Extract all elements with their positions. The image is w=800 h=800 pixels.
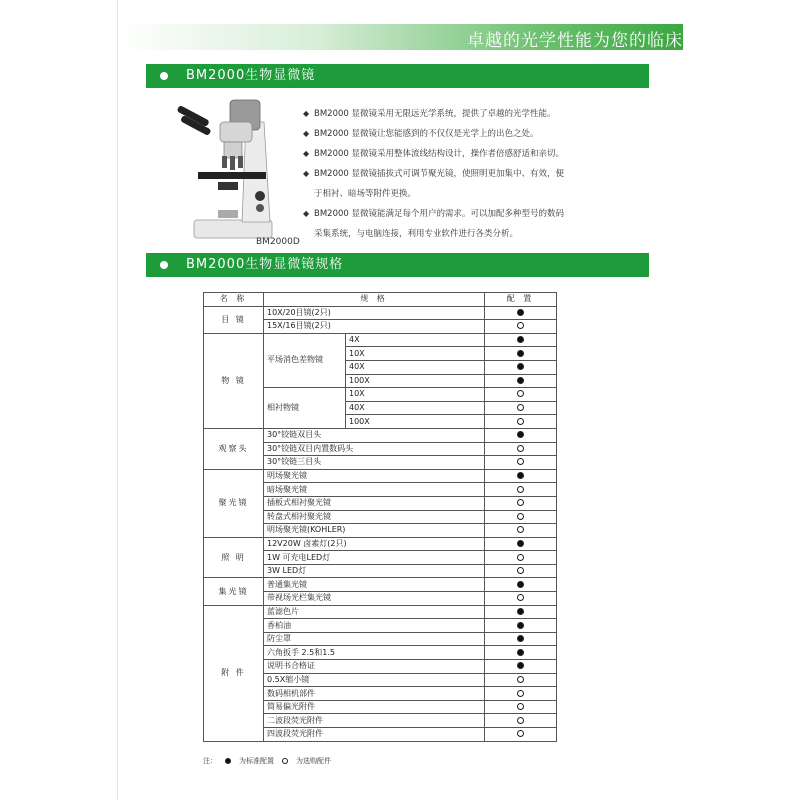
category-accessories: 附 件 xyxy=(204,605,264,741)
config-cell xyxy=(485,442,557,456)
config-cell xyxy=(485,415,557,429)
standard-dot-icon xyxy=(517,540,524,547)
feature-item xyxy=(303,124,603,144)
standard-dot-icon xyxy=(517,472,524,479)
diamond-bullet-icon: ◆ xyxy=(303,129,310,138)
section-header-product xyxy=(146,64,649,88)
table-row xyxy=(204,605,557,619)
config-cell xyxy=(485,632,557,646)
optional-circle-icon xyxy=(517,390,524,397)
feature-text: BM2000 显微镜能满足每个用户的需求。可以加配多种型号的数码 xyxy=(314,209,565,219)
category-objective: 物 镜 xyxy=(204,333,264,428)
diamond-bullet-icon: ◆ xyxy=(303,149,310,158)
config-cell xyxy=(485,592,557,606)
config-cell xyxy=(485,687,557,701)
feature-list xyxy=(303,104,603,244)
table-row xyxy=(204,537,557,551)
category-eyepiece: 目 镜 xyxy=(204,306,264,333)
feature-item xyxy=(303,144,603,164)
standard-dot-icon xyxy=(517,622,524,629)
optional-circle-icon xyxy=(517,703,524,710)
standard-dot-icon xyxy=(517,336,524,343)
spec-cell: 30°铰链双目内置数码头 xyxy=(264,442,485,456)
header-spec: 规 格 xyxy=(264,293,485,307)
standard-dot-icon xyxy=(517,350,524,357)
optional-circle-icon xyxy=(517,445,524,452)
optional-circle-icon xyxy=(517,499,524,506)
table-row xyxy=(204,428,557,442)
config-cell xyxy=(485,360,557,374)
config-cell xyxy=(485,456,557,470)
spec-cell: 普通集光镜 xyxy=(264,578,485,592)
top-banner xyxy=(118,24,683,50)
table-row xyxy=(204,306,557,320)
spec-cell: 香柏油 xyxy=(264,619,485,633)
spec-cell: 10X xyxy=(346,388,485,402)
feature-text: BM2000 显微镜采用无限远光学系统，提供了卓越的光学性能。 xyxy=(314,109,556,119)
spec-cell: 40X xyxy=(346,360,485,374)
spec-cell: 简易偏光附件 xyxy=(264,700,485,714)
optional-circle-icon xyxy=(517,513,524,520)
config-cell xyxy=(485,673,557,687)
spec-cell: 明场聚光镜(KOHLER) xyxy=(264,524,485,538)
standard-dot-icon xyxy=(225,758,231,764)
legend xyxy=(203,756,339,766)
config-cell xyxy=(485,660,557,674)
subcategory-plan-achromat: 平场消色差物镜 xyxy=(264,333,346,387)
config-cell xyxy=(485,537,557,551)
feature-text: 采集系统，与电脑连接，利用专业软件进行各类分析。 xyxy=(314,229,519,239)
legend-optional: 为选购配件 xyxy=(296,757,331,765)
optional-circle-icon xyxy=(282,758,288,764)
optional-circle-icon xyxy=(517,594,524,601)
spec-cell: 插板式相衬聚光镜 xyxy=(264,496,485,510)
legend-standard: 为标准配置 xyxy=(239,757,274,765)
config-cell xyxy=(485,428,557,442)
spec-cell: 二波段荧光附件 xyxy=(264,714,485,728)
config-cell xyxy=(485,700,557,714)
table-row xyxy=(204,469,557,483)
bullet-dot-icon xyxy=(160,72,168,80)
bullet-dot-icon xyxy=(160,261,168,269)
spec-cell: 六角扳手 2.5和1.5 xyxy=(264,646,485,660)
spec-cell: 暗场聚光镜 xyxy=(264,483,485,497)
optional-circle-icon xyxy=(517,486,524,493)
section-title: BM2000生物显微镜规格 xyxy=(186,257,344,272)
config-cell xyxy=(485,510,557,524)
standard-dot-icon xyxy=(517,581,524,588)
config-cell xyxy=(485,619,557,633)
feature-text: BM2000 显微镜采用整体流线结构设计，操作者倍感舒适和亲切。 xyxy=(314,149,565,159)
feature-item-continued xyxy=(303,184,603,204)
feature-item xyxy=(303,164,603,184)
page-edge-line xyxy=(117,0,118,800)
spec-cell: 0.5X缩小镜 xyxy=(264,673,485,687)
spec-cell: 转盘式相衬聚光镜 xyxy=(264,510,485,524)
optional-circle-icon xyxy=(517,717,524,724)
banner-title: 卓越的光学性能为您的临床 xyxy=(467,31,683,51)
category-collector: 集光镜 xyxy=(204,578,264,605)
standard-dot-icon xyxy=(517,608,524,615)
config-cell xyxy=(485,714,557,728)
config-cell xyxy=(485,374,557,388)
config-cell xyxy=(485,333,557,347)
spec-cell: 说明书合格证 xyxy=(264,660,485,674)
section-header-spec xyxy=(146,253,649,277)
microscope-image xyxy=(172,92,282,242)
feature-item-continued xyxy=(303,224,603,244)
feature-text: 于相衬、暗场等附件更换。 xyxy=(314,189,417,199)
legend-prefix: 注： xyxy=(203,757,217,765)
category-illumination: 照 明 xyxy=(204,537,264,578)
header-name: 名 称 xyxy=(204,293,264,307)
standard-dot-icon xyxy=(517,377,524,384)
spec-cell: 100X xyxy=(346,374,485,388)
spec-cell: 3W LED灯 xyxy=(264,564,485,578)
category-head: 观察头 xyxy=(204,428,264,469)
standard-dot-icon xyxy=(517,662,524,669)
config-cell xyxy=(485,551,557,565)
config-cell xyxy=(485,524,557,538)
diamond-bullet-icon: ◆ xyxy=(303,169,310,178)
optional-circle-icon xyxy=(517,526,524,533)
table-header-row xyxy=(204,293,557,307)
spec-cell: 1W 可充电LED灯 xyxy=(264,551,485,565)
table-row xyxy=(204,578,557,592)
config-cell xyxy=(485,320,557,334)
optional-circle-icon xyxy=(517,404,524,411)
config-cell xyxy=(485,388,557,402)
spec-cell: 10X/20目镜(2只) xyxy=(264,306,485,320)
config-cell xyxy=(485,578,557,592)
section-title: BM2000生物显微镜 xyxy=(186,68,316,83)
category-condenser: 聚光镜 xyxy=(204,469,264,537)
spec-cell: 30°铰链双目头 xyxy=(264,428,485,442)
spec-cell: 蓝滤色片 xyxy=(264,605,485,619)
model-label: BM2000D xyxy=(256,237,300,247)
subcategory-phase: 相衬物镜 xyxy=(264,388,346,429)
optional-circle-icon xyxy=(517,730,524,737)
spec-cell: 10X xyxy=(346,347,485,361)
standard-dot-icon xyxy=(517,635,524,642)
spec-cell: 带视场光栏集光镜 xyxy=(264,592,485,606)
config-cell xyxy=(485,646,557,660)
spec-cell: 30°铰链三目头 xyxy=(264,456,485,470)
optional-circle-icon xyxy=(517,676,524,683)
config-cell xyxy=(485,469,557,483)
spec-table xyxy=(203,292,557,742)
spec-cell: 40X xyxy=(346,401,485,415)
config-cell xyxy=(485,564,557,578)
spec-cell: 数码相机部件 xyxy=(264,687,485,701)
config-cell xyxy=(485,605,557,619)
feature-item xyxy=(303,104,603,124)
config-cell xyxy=(485,347,557,361)
optional-circle-icon xyxy=(517,418,524,425)
config-cell xyxy=(485,401,557,415)
spec-cell: 4X xyxy=(346,333,485,347)
spec-cell: 15X/16目镜(2只) xyxy=(264,320,485,334)
config-cell xyxy=(485,496,557,510)
optional-circle-icon xyxy=(517,554,524,561)
header-config: 配 置 xyxy=(485,293,557,307)
feature-text: BM2000 显微镜插拔式可调节聚光镜，使照明更加集中、有效，便 xyxy=(314,169,565,179)
standard-dot-icon xyxy=(517,649,524,656)
spec-cell: 明场聚光镜 xyxy=(264,469,485,483)
config-cell xyxy=(485,306,557,320)
standard-dot-icon xyxy=(517,431,524,438)
spec-cell: 100X xyxy=(346,415,485,429)
standard-dot-icon xyxy=(517,363,524,370)
config-cell xyxy=(485,483,557,497)
spec-cell: 四波段荧光附件 xyxy=(264,728,485,742)
spec-cell: 防尘罩 xyxy=(264,632,485,646)
standard-dot-icon xyxy=(517,309,524,316)
config-cell xyxy=(485,728,557,742)
optional-circle-icon xyxy=(517,458,524,465)
diamond-bullet-icon: ◆ xyxy=(303,109,310,118)
feature-text: BM2000 显微镜让您能感到的不仅仅是光学上的出色之处。 xyxy=(314,129,539,139)
diamond-bullet-icon: ◆ xyxy=(303,209,310,218)
feature-item xyxy=(303,204,603,224)
optional-circle-icon xyxy=(517,690,524,697)
optional-circle-icon xyxy=(517,322,524,329)
spec-cell: 12V20W 卤素灯(2只) xyxy=(264,537,485,551)
table-row xyxy=(204,333,557,347)
optional-circle-icon xyxy=(517,567,524,574)
